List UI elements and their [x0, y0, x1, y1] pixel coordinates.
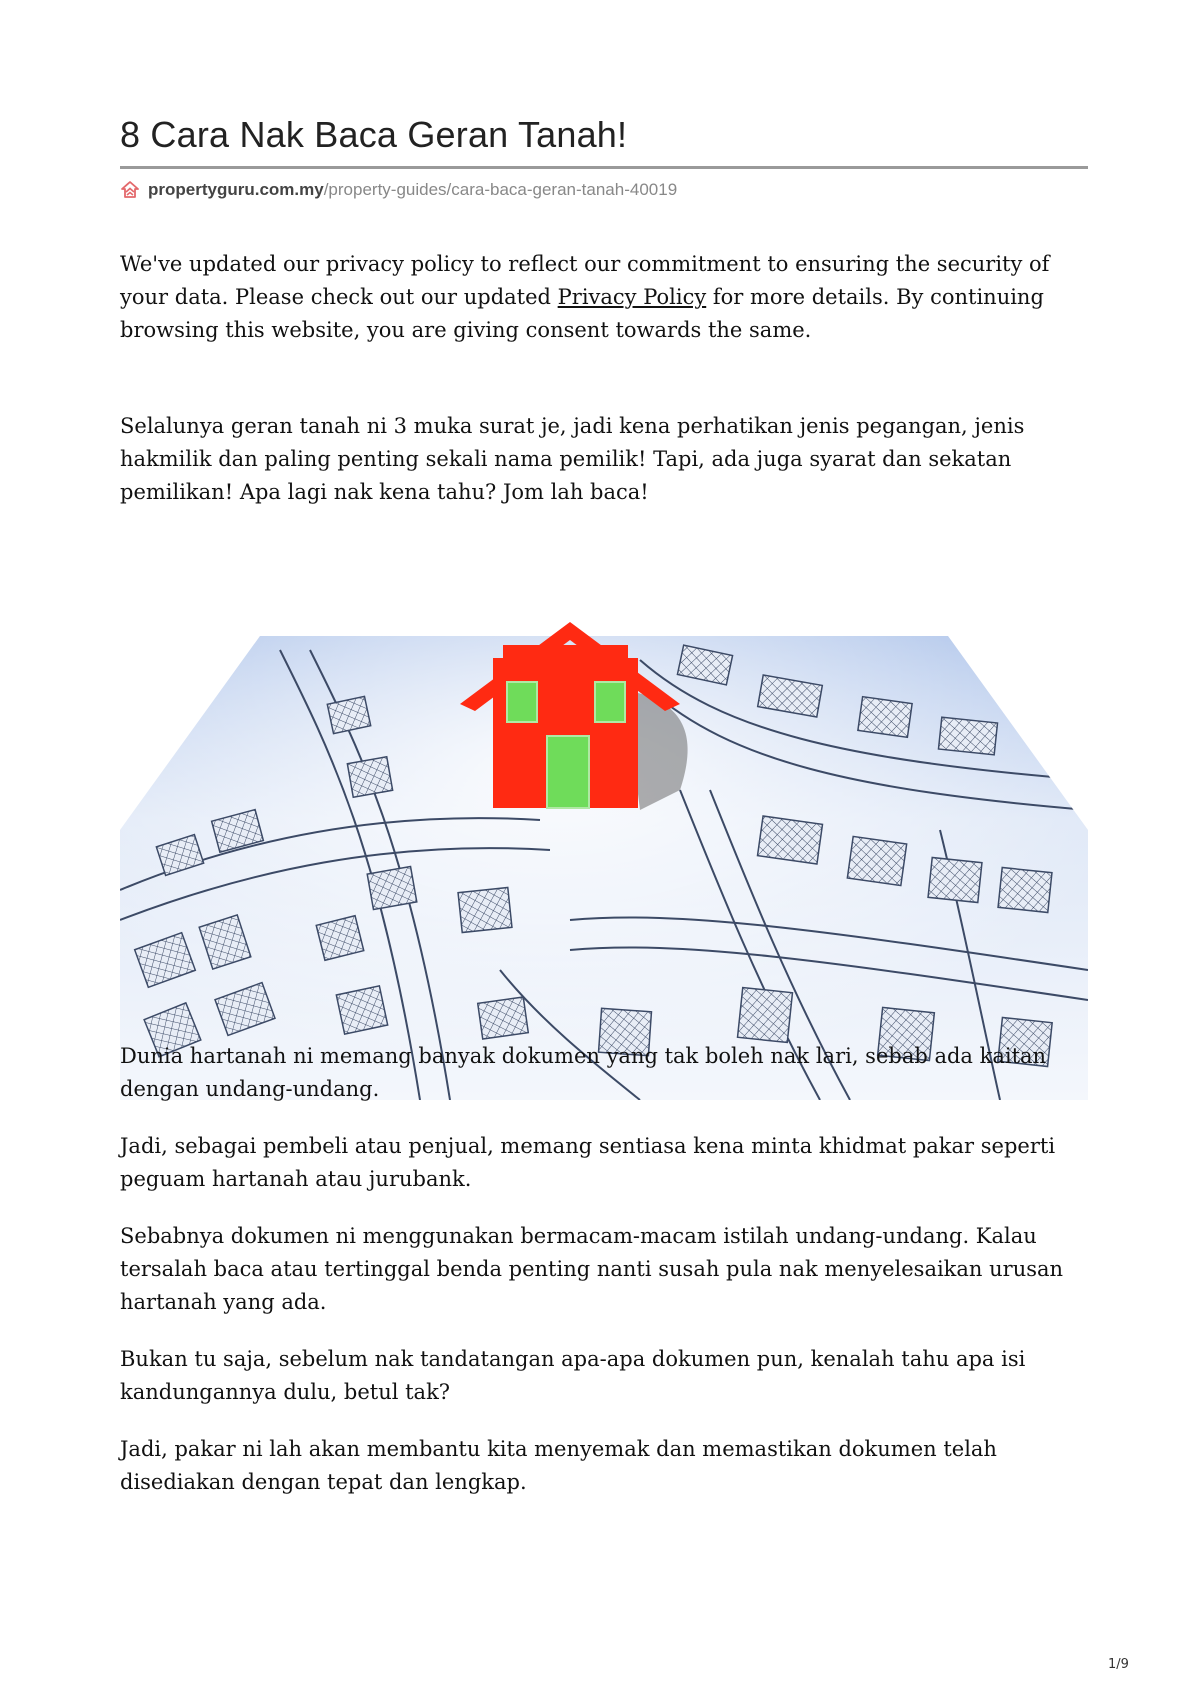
propertyguru-logo-icon	[120, 180, 140, 200]
privacy-policy-link[interactable]: Privacy Policy	[557, 285, 707, 309]
source-url[interactable]	[120, 180, 677, 200]
source-path: /property-guides/cara-baca-geran-tanah-40019	[323, 180, 678, 199]
privacy-notice-text-after: for more details. By continuing browsing this website, you are giving consent towards the same.	[120, 285, 1044, 342]
body-paragraph-5: Jadi, pakar ni lah akan membantu kita menyemak dan memastikan dokumen telah disediakan dengan tepat dan lengkap.	[120, 1437, 997, 1494]
body-paragraph-1: Dunia hartanah ni memang banyak dokumen yang tak boleh nak lari, sebab ada kaitan dengan undang-undang.	[120, 1044, 1047, 1101]
source-domain: propertyguru.com.my	[148, 180, 324, 199]
privacy-notice	[120, 248, 1080, 347]
privacy-notice-text-before: We've updated our privacy policy to reflect our commitment to ensuring the security of your data. Please check out our updated	[120, 252, 1050, 309]
body-paragraph-4: Bukan tu saja, sebelum nak tandatangan apa-apa dokumen pun, kenalah tahu apa isi kandungannya dulu, betul tak?	[120, 1347, 1026, 1404]
intro-paragraph: Selalunya geran tanah ni 3 muka surat je, jadi kena perhatikan jenis pegangan, jenis hakmilik dan paling penting sekali nama pemilik! Tapi, ada juga syarat dan sekatan pemilikan! Apa lagi nak kena tahu? Jom lah baca!	[120, 414, 1025, 504]
house-on-cadastral-map-image	[120, 590, 1088, 1100]
body-paragraph-3: Sebabnya dokumen ni menggunakan bermacam-macam istilah undang-undang. Kalau tersalah baca atau tertinggal benda penting nanti susah pula nak menyelesaikan urusan hartanah yang ada.	[120, 1224, 1064, 1314]
page-number: 1/9	[1108, 1657, 1129, 1672]
title-divider	[120, 166, 1088, 169]
page-title: 8 Cara Nak Baca Geran Tanah!	[120, 114, 628, 155]
body-paragraph-2: Jadi, sebagai pembeli atau penjual, memang sentiasa kena minta khidmat pakar seperti peguam hartanah atau jurubank.	[120, 1134, 1056, 1191]
map-illustration	[120, 590, 1088, 1100]
